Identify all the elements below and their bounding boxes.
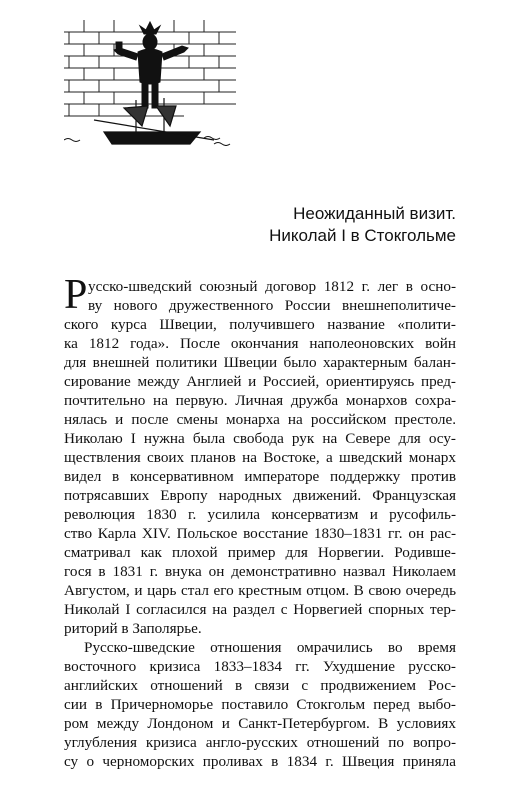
text-line: усско-шведский союзный договор 1812 г. лег в осно-	[88, 278, 456, 295]
text-line: для внешней политики Швеции было характерным балан-	[64, 354, 456, 371]
text-line: ство Карла XIV. Польское восстание 1830–1831 гг. он рас-	[64, 525, 456, 542]
text-line: Николаю I нужна была свобода рук на Севере для осу-	[64, 430, 456, 447]
text-line: нялась и после смены монарха на российском престоле.	[64, 411, 456, 428]
paragraph-1	[64, 272, 456, 638]
chapter-vignette-illustration	[64, 20, 236, 146]
paragraph-2	[64, 638, 456, 771]
text-line: Русско-шведские отношения омрачились во время	[84, 639, 456, 656]
chapter-title-line-1: Неожиданный визит.	[293, 204, 456, 223]
body-text	[64, 272, 456, 771]
text-line: Николай I согласился на раздел с Норвегией спорных тер-	[64, 601, 456, 618]
text-line: ром между Лондоном и Санкт-Петербургом. В условиях	[64, 715, 456, 732]
text-line: революция 1830 г. усилила консерватизм и русофиль-	[64, 506, 456, 523]
text-line: ществления своих планов на Востоке, а шведский монарх	[64, 449, 456, 466]
text-line: видел в консервативном императоре поддержку против	[64, 468, 456, 485]
text-line: сирование между Англией и Россией, ориентируясь пред-	[64, 373, 456, 390]
text-line: восточного кризиса 1833–1834 гг. Ухудшение русско-	[64, 658, 456, 675]
text-line: су о черноморских проливах в 1834 г. Швеция приняла	[64, 753, 456, 770]
text-line: сии в Причерноморье поставило Стокгольм перед выбо-	[64, 696, 456, 713]
text-line: почтительно на первую. Личная дружба монархов сохра-	[64, 392, 456, 409]
text-line: ского курса Швеции, получившего название «полити-	[64, 316, 456, 333]
text-line: гося в 1831 г. внука он демонстративно назвал Николаем	[64, 563, 456, 580]
text-line: ка 1812 года». После окончания наполеоновских войн	[64, 335, 456, 352]
chapter-title	[269, 203, 456, 247]
text-line: Августом, и царь стал его крестным отцом. В свою очередь	[64, 582, 456, 599]
text-line: ву нового дружественного России внешнеполитиче-	[88, 297, 456, 314]
chapter-title-line-2: Николай I в Стокгольме	[269, 226, 456, 245]
drop-cap: Р	[64, 272, 88, 318]
text-line: риторий в Заполярье.	[64, 620, 202, 637]
text-line: потрясавших Европу народных движений. Французская	[64, 487, 456, 504]
text-line: углубления кризиса англо-русских отношений по вопро-	[64, 734, 456, 751]
text-line: английских отношений в связи с продвижением Рос-	[64, 677, 456, 694]
text-line: сматривал как плохой пример для Норвегии. Родившe-	[64, 544, 456, 561]
